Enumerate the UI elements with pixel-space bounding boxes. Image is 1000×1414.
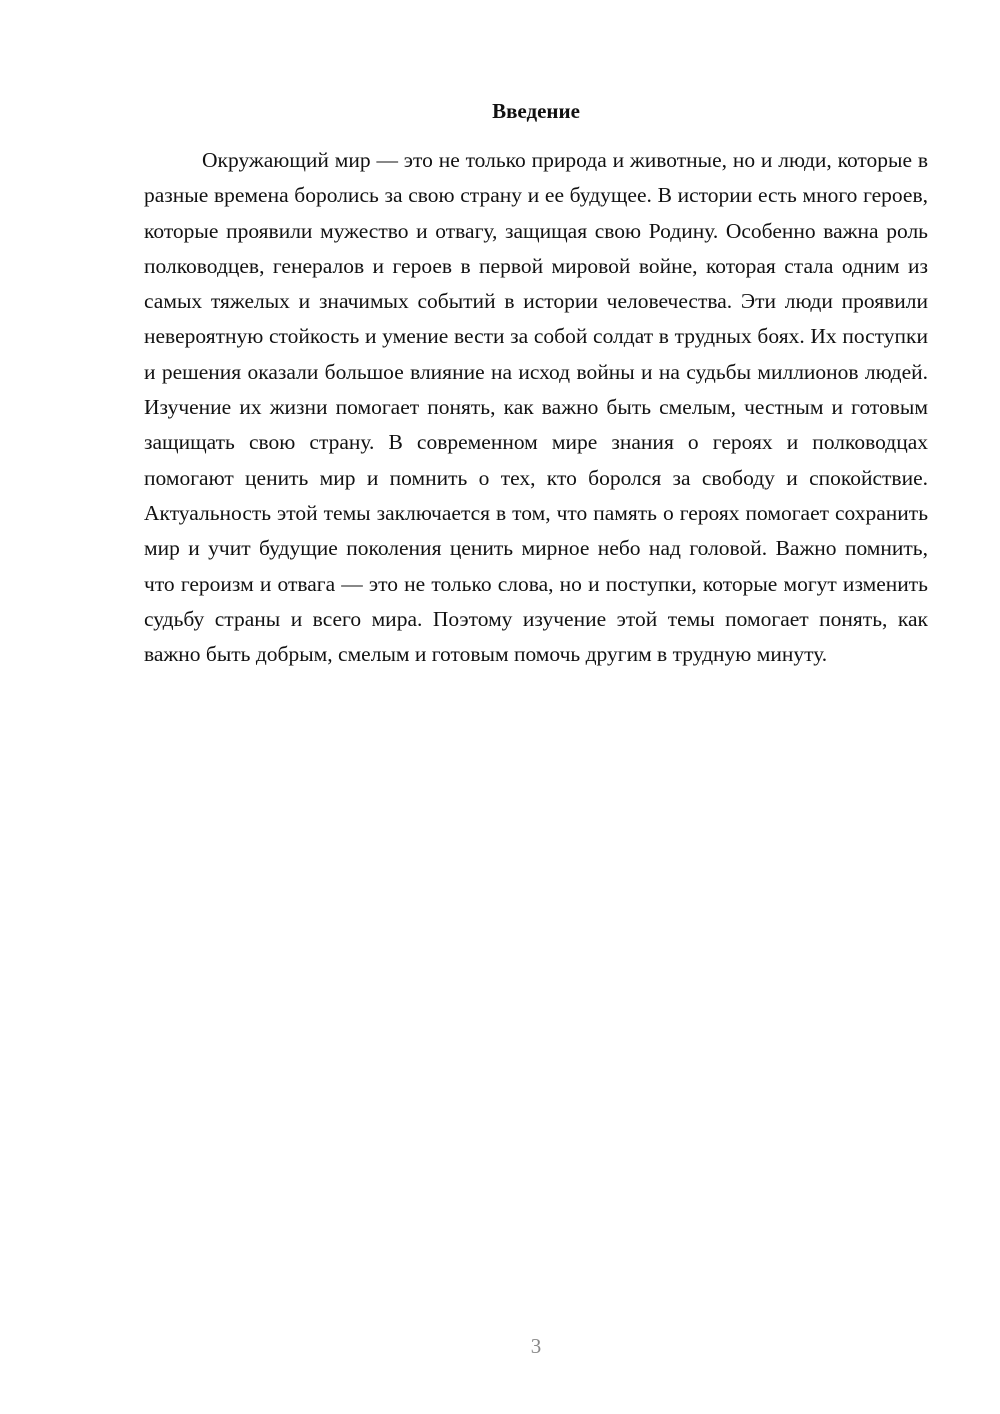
page-number: 3 (530, 1334, 542, 1358)
section-heading: Введение (492, 99, 580, 123)
body-paragraph: Окружающий мир — это не только природа и животные, но и люди, которые в разные времена боролись за свою страну и ее будущее. В истории есть много героев, которые проявили мужество и отвагу, защищая свою Родину. Особенно важна роль полководцев, генералов и героев в первой мировой войне, которая стала одним из самых тяжелых и значимых событий в истории человечества. Эти люди проявили невероятную стойкость и умение вести за собой солдат в трудных боях. Их поступки и решения оказали большое влияние на исход войны и на судьбы миллионов людей. Изучение их жизни помогает понять, как важно быть смелым, честным и готовым защищать свою страну. В современном мире знания о героях и полководцах помогают ценить мир и помнить о тех, кто боролся за свободу и спокойствие. Актуальность этой темы заключается в том, что память о героях помогает сохранить мир и учит будущие поколения ценить мирное небо над головой. Важно помнить, что героизм и отвага — это не только слова, но и поступки, которые могут изменить судьбу страны и всего мира. Поэтому изучение этой темы помогает понять, как важно быть добрым, смелым и готовым помочь другим в трудную минуту. (144, 148, 928, 667)
